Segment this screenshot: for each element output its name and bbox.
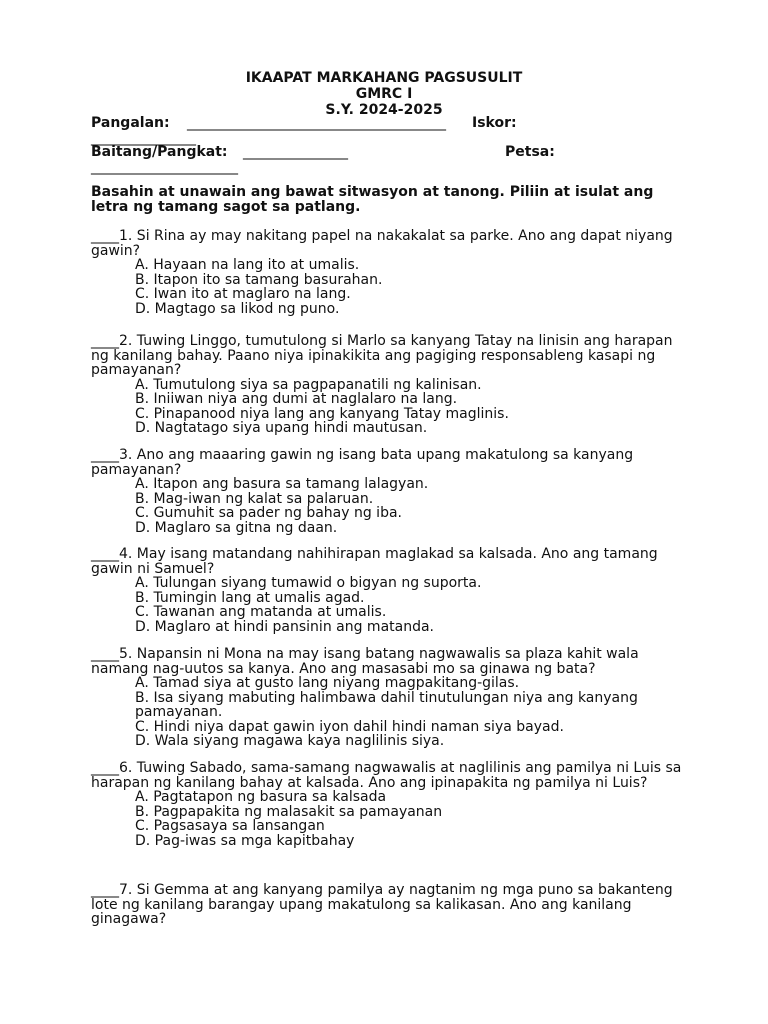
question-stem: ____7. Si Gemma at ang kanyang pamilya ay nagtanim ng mga puno sa bakanteng lote ng kanilang barangay upang makatulong sa kalikasan. Ano ang kanilang ginagawa? [91,882,673,927]
name-label: Pangalan: [91,115,170,131]
school-year: S.Y. 2024-2025 [325,102,443,118]
choice-c: C. Pinapanood niya lang ang kanyang Tatay maglinis. [135,405,509,422]
choice-c: C. Pagsasaya sa lansangan [135,818,325,834]
question-stem: ____5. Napansin ni Mona na may isang batang nagwawalis sa plaza kahit wala namang nag-uutos sa kanya. Ano ang masasabi mo sa ginawa ng bata? [91,646,639,677]
grade-section-label: Baitang/Pangkat: [91,144,228,160]
subject-title: GMRC I [355,86,413,102]
choice-a: A. Hayaan na lang ito at umalis. [135,257,360,273]
choice-d: D. Maglaro at hindi pansinin ang matanda. [135,618,435,635]
choice-d: D. Wala siyang magawa kaya naglilinis siya. [135,733,445,749]
choice-c: C. Iwan ito at maglaro na lang. [135,286,351,302]
choice-d: D. Nagtatago siya upang hindi mautusan. [135,420,428,436]
question-item [91,647,691,749]
choice-a: A. Tulungan siyang tumawid o bigyan ng suporta. [135,575,482,591]
choice-a: A. Itapon ang basura sa tamang lalagyan. [135,476,429,492]
score-blank: _______________ [91,130,196,146]
date-label: Petsa: [505,144,555,160]
name-blank: _____________________________________ [187,115,446,131]
date-blank: _____________________ [91,159,238,175]
question-stem: ____4. May isang matandang nahihirapan maglakad sa kalsada. Ano ang tamang gawin ni Samuel? [91,546,658,577]
question-item [91,334,691,436]
score-label: Iskor: [472,115,517,131]
choice-c: C. Hindi niya dapat gawin iyon dahil hindi naman siya bayad. [135,718,564,735]
question-item [91,229,691,316]
choice-d: D. Magtago sa likod ng puno. [135,300,340,317]
choice-a: A. Tumutulong siya sa pagpapanatili ng kalinisan. [135,376,482,393]
document-header [0,70,768,118]
question-stem: ____1. Si Rina ay may nakitang papel na nakakalat sa parke. Ano ang dapat niyang gawin? [91,228,673,259]
choice-b: B. Isa siyang mabuting halimbawa dahil tinutulungan niya ang kanyang pamayanan. [135,689,638,720]
question-stem: ____6. Tuwing Sabado, sama-samang nagwawalis at naglilinis ang pamilya ni Luis sa harapan ng kanilang bahay at kalsada. Ano ang ipinapakita ng pamilya ni Luis? [91,760,682,791]
question-item [91,761,691,848]
question-stem: ____2. Tuwing Linggo, tumutulong si Marlo sa kanyang Tatay na linisin ang harapan ng kanilang bahay. Paano niya ipinakikita ang pagiging responsableng kasapi ng pamayanan? [91,333,673,378]
question-item [91,448,691,535]
choice-b: B. Mag-iwan ng kalat sa palaruan. [135,490,374,507]
question-item [91,883,691,927]
choice-b: B. Pagpapakita ng malasakit sa pamayanan [135,803,443,820]
choice-b: B. Iniiwan niya ang dumi at naglalaro na lang. [135,391,458,407]
choice-b: B. Tumingin lang at umalis agad. [135,589,365,606]
choice-b: B. Itapon ito sa tamang basurahan. [135,271,383,288]
choice-d: D. Maglaro sa gitna ng daan. [135,519,338,536]
grade-section-blank: _______________ [243,144,348,160]
choice-d: D. Pag-iwas sa mga kapitbahay [135,832,355,849]
choice-a: A. Tamad siya at gusto lang niyang magpakitang-gilas. [135,675,520,691]
instructions: Basahin at unawain ang bawat sitwasyon at tanong. Piliin at isulat ang letra ng tamang sagot sa patlang. [91,184,654,215]
choice-a: A. Pagtatapon ng basura sa kalsada [135,789,387,805]
choice-c: C. Gumuhit sa pader ng bahay ng iba. [135,505,402,521]
question-item [91,547,691,634]
choice-c: C. Tawanan ang matanda at umalis. [135,604,387,620]
exam-title: IKAAPAT MARKAHANG PAGSUSULIT [245,70,523,86]
question-stem: ____3. Ano ang maaaring gawin ng isang bata upang makatulong sa kanyang pamayanan? [91,447,634,478]
